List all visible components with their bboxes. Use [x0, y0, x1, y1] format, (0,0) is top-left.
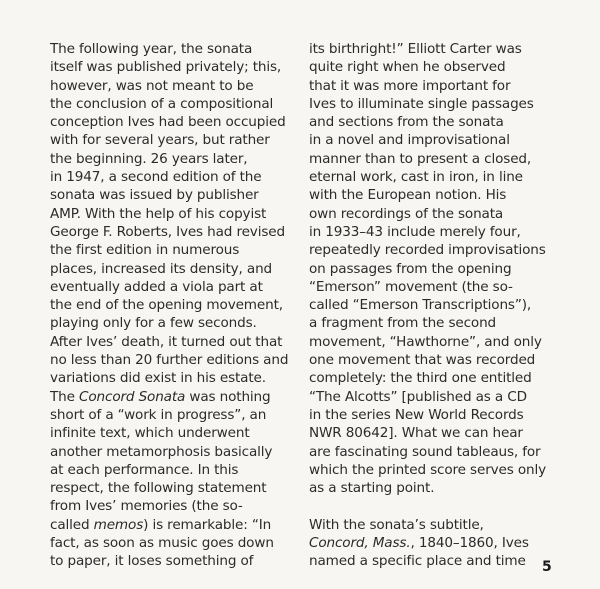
text-line	[309, 516, 561, 534]
text-line	[309, 552, 561, 570]
line-text: short of a “work in progress”, an	[50, 406, 267, 423]
text-line	[50, 552, 302, 570]
line-text: however, was not meant to be	[50, 77, 254, 94]
line-text: the first edition in numerous	[50, 242, 240, 259]
text-line	[309, 388, 561, 406]
line-text: its birthright!” Elliott Carter was	[309, 41, 522, 57]
line-text: variations did exist in his estate.	[50, 370, 266, 387]
right-text-column	[309, 40, 561, 571]
line-text: on passages from the opening	[309, 260, 512, 277]
text-line	[50, 95, 302, 113]
text-line	[50, 314, 302, 332]
text-line	[50, 497, 302, 515]
italic-title-text: memos	[93, 516, 144, 533]
text-line	[309, 351, 561, 369]
text-line	[309, 186, 561, 204]
line-text: playing only for a few seconds.	[50, 315, 257, 332]
text-line	[309, 314, 561, 332]
text-line	[50, 351, 302, 369]
line-text: to paper, it loses something of	[50, 553, 254, 570]
text-line	[50, 40, 302, 58]
left-text-column	[50, 40, 302, 571]
line-text: Ives to illuminate single passages	[309, 95, 534, 112]
text-line	[309, 534, 561, 552]
text-line	[309, 131, 561, 149]
line-text: AMP. With the help of his copyist	[50, 205, 267, 222]
line-text: in 1933–43 include merely four,	[309, 223, 521, 240]
text-line	[309, 113, 561, 131]
text-line	[50, 260, 302, 278]
italic-title-text: Concord Sonata	[79, 388, 186, 405]
line-text: sonata was issued by publisher	[50, 187, 259, 204]
line-text: respect, the following statement	[50, 480, 267, 497]
page-number: 5	[542, 559, 552, 575]
line-text: and sections from the sonata	[309, 114, 504, 131]
text-line	[50, 388, 302, 406]
text-line	[50, 424, 302, 442]
text-line	[50, 223, 302, 241]
line-text: The following year, the sonata	[50, 41, 253, 57]
line-text: was nothing	[185, 388, 271, 405]
text-line	[309, 260, 561, 278]
text-line	[309, 278, 561, 296]
line-text: are fascinating sound tableaus, for	[309, 443, 541, 460]
line-text: quite right when he observed	[309, 59, 506, 76]
line-text: from Ives’ memories (the so-	[50, 498, 243, 515]
line-text: one movement that was recorded	[309, 352, 536, 369]
text-line	[309, 223, 561, 241]
text-line	[50, 241, 302, 259]
text-line	[50, 150, 302, 168]
line-text: “The Alcotts” [published as a CD	[309, 388, 527, 405]
line-text: a fragment from the second	[309, 315, 497, 332]
line-text: The	[50, 388, 80, 405]
line-text: with for several years, but rather	[50, 132, 270, 149]
italic-title-text: Concord, Mass.	[309, 535, 411, 552]
line-text: called	[50, 516, 94, 533]
line-text: which the printed score serves only	[309, 461, 547, 478]
text-line	[309, 241, 561, 259]
line-text: in the series New World Records	[309, 406, 524, 423]
paragraph-break	[309, 497, 561, 515]
text-line	[309, 296, 561, 314]
line-text: another metamorphosis basically	[50, 443, 273, 460]
line-text: manner than to present a closed,	[309, 150, 532, 167]
text-line	[309, 461, 561, 479]
text-line	[309, 369, 561, 387]
text-line	[309, 333, 561, 351]
line-text: called “Emerson Transcriptions”),	[309, 297, 532, 314]
text-line	[50, 205, 302, 223]
text-line	[309, 424, 561, 442]
text-line	[309, 205, 561, 223]
line-text: After Ives’ death, it turned out that	[50, 333, 283, 350]
text-line	[50, 131, 302, 149]
text-line	[309, 40, 561, 58]
line-text: with the European notion. His	[309, 187, 507, 204]
text-line	[309, 168, 561, 186]
text-line	[309, 443, 561, 461]
line-text: places, increased its density, and	[50, 260, 273, 277]
line-text: With the sonata’s subtitle,	[309, 516, 484, 533]
line-text: in a novel and improvisational	[309, 132, 510, 149]
line-text: the end of the opening movement,	[50, 297, 283, 314]
line-text: the beginning. 26 years later,	[50, 150, 248, 167]
line-text: George F. Roberts, Ives had revised	[50, 223, 285, 240]
text-line	[50, 479, 302, 497]
text-line	[50, 443, 302, 461]
line-text: infinite text, which underwent	[50, 425, 250, 442]
text-line	[309, 406, 561, 424]
line-text: the conclusion of a compositional	[50, 95, 274, 112]
line-text: completely: the third one entitled	[309, 370, 532, 387]
line-text: eventually added a viola part at	[50, 278, 263, 295]
line-text: , 1840–1860, Ives	[410, 535, 529, 552]
line-text: eternal work, cast in iron, in line	[309, 169, 523, 186]
line-text: repeatedly recorded improvisations	[309, 242, 546, 259]
line-text: fact, as soon as music goes down	[50, 535, 274, 552]
line-text: at each performance. In this	[50, 461, 239, 478]
line-text: NWR 80642]. What we can hear	[309, 425, 523, 442]
line-text: itself was published privately; this,	[50, 59, 282, 76]
text-line	[50, 534, 302, 552]
line-text: in 1947, a second edition of the	[50, 169, 262, 186]
text-line	[50, 406, 302, 424]
text-line	[309, 150, 561, 168]
text-line	[309, 95, 561, 113]
line-text: conception Ives had been occupied	[50, 114, 286, 131]
text-line	[50, 186, 302, 204]
text-line	[50, 58, 302, 76]
text-line	[50, 113, 302, 131]
line-text: no less than 20 further editions and	[50, 352, 289, 369]
text-line	[309, 58, 561, 76]
text-line	[50, 296, 302, 314]
line-text: movement, “Hawthorne”, and only	[309, 333, 542, 350]
line-text: as a starting point.	[309, 480, 435, 497]
text-line	[50, 461, 302, 479]
text-line	[50, 333, 302, 351]
text-line	[50, 77, 302, 95]
text-line	[50, 278, 302, 296]
text-line	[50, 516, 302, 534]
line-text: own recordings of the sonata	[309, 205, 504, 222]
line-text: that it was more important for	[309, 77, 511, 94]
line-text: “Emerson” movement (the so-	[309, 278, 513, 295]
line-text: named a specific place and time	[309, 553, 526, 570]
text-line	[50, 168, 302, 186]
line-text: ) is remarkable: “In	[143, 516, 272, 533]
text-line	[50, 369, 302, 387]
text-line	[309, 77, 561, 95]
text-line	[309, 479, 561, 497]
